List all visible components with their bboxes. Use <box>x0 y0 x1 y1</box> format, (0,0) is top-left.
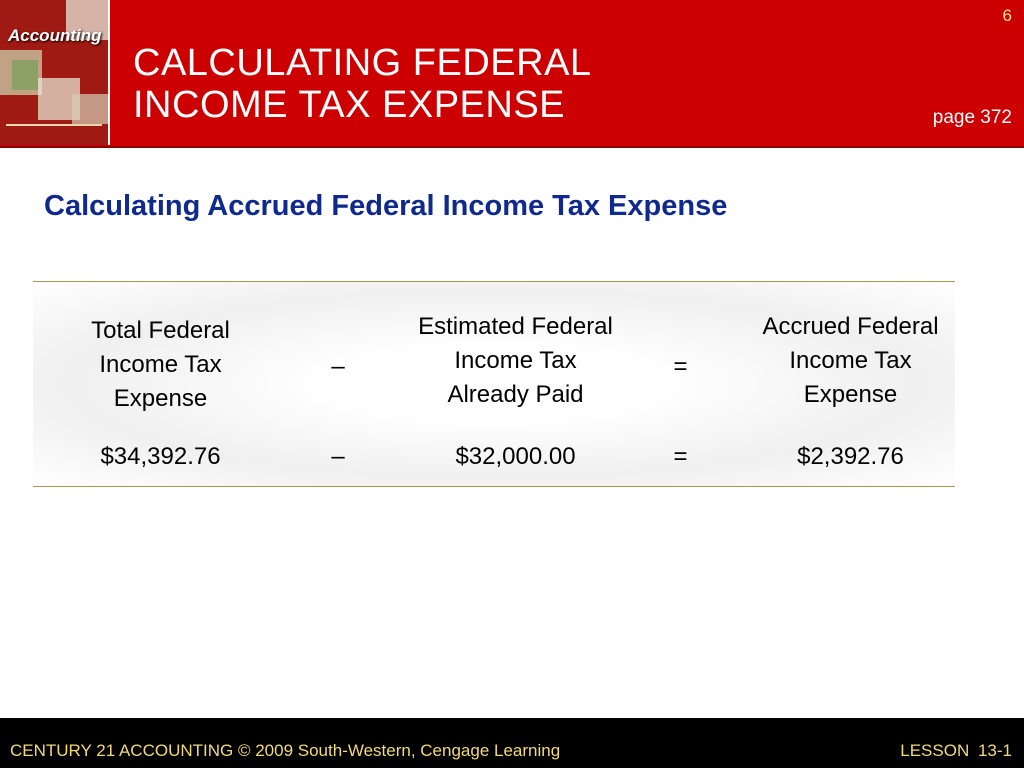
accrued-expense-value: $2,392.76 <box>797 443 904 470</box>
total-expense-label: Total Federal Income Tax Expense <box>91 317 230 412</box>
page-reference: page 372 <box>932 107 1012 128</box>
total-expense-value: $34,392.76 <box>100 443 221 470</box>
calculation-table <box>33 281 955 487</box>
page-title <box>133 42 592 126</box>
title-line-1: CALCULATING FEDERAL <box>133 42 592 84</box>
section-subtitle: Calculating Accrued Federal Income Tax Expense <box>44 190 728 222</box>
slide-number: 6 <box>1002 6 1012 25</box>
book-logo <box>0 0 110 145</box>
minus-operator-label: – <box>331 353 345 380</box>
title-line-2: INCOME TAX EXPENSE <box>133 84 566 126</box>
slide-footer <box>0 718 1024 768</box>
equals-operator-label: = <box>673 353 688 380</box>
footer-copyright: CENTURY 21 ACCOUNTING © 2009 South-Western, Cengage Learning <box>10 741 561 760</box>
equals-operator-value: = <box>673 443 688 470</box>
slide-header <box>0 0 1024 148</box>
estimated-paid-value: $32,000.00 <box>455 443 576 470</box>
accrued-expense-label: Accrued Federal Income Tax Expense <box>762 313 939 408</box>
minus-operator-value: – <box>331 443 345 470</box>
logo-text: Accounting <box>8 26 102 45</box>
footer-lesson: LESSON 13-1 <box>900 741 1012 760</box>
estimated-paid-label: Estimated Federal Income Tax Already Paid <box>418 313 613 408</box>
